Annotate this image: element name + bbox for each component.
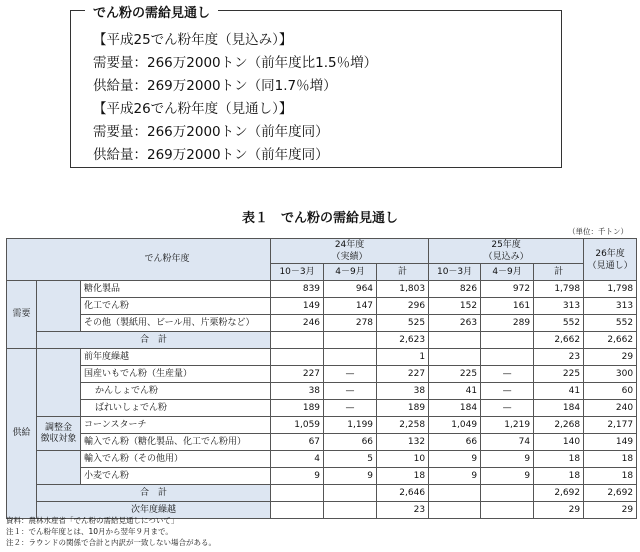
row-name: 化工でん粉 bbox=[81, 298, 271, 315]
cell: 296 bbox=[377, 298, 429, 315]
cell: 149 bbox=[271, 298, 324, 315]
cell bbox=[429, 502, 481, 519]
cell: 289 bbox=[481, 315, 534, 332]
cell: 41 bbox=[429, 383, 481, 400]
cell bbox=[271, 502, 324, 519]
cell: 189 bbox=[271, 400, 324, 417]
cell: 2,623 bbox=[377, 332, 429, 349]
summary-line: 供給量：269万2000トン（前年度同） bbox=[93, 147, 329, 163]
cell: 826 bbox=[429, 281, 481, 298]
row-name: かんしょでん粉 bbox=[81, 383, 271, 400]
demand-label: 需要 bbox=[7, 281, 37, 349]
note-source: 資料：農林水産省「でん粉の需給見通しについて」 bbox=[6, 516, 179, 525]
cell: 29 bbox=[584, 349, 637, 366]
levy-group-label-2: 徴収対象 bbox=[40, 433, 77, 444]
cell: 9 bbox=[429, 468, 481, 485]
summary-line: 供給量：269万2000トン（同1.7％増） bbox=[93, 78, 337, 94]
row-name: 輸入でん粉（その他用） bbox=[81, 451, 271, 468]
table-row bbox=[7, 281, 637, 298]
cell: — bbox=[481, 366, 534, 383]
cell: 18 bbox=[534, 468, 584, 485]
header-fy25-note: （見込み） bbox=[483, 252, 529, 262]
cell: 240 bbox=[584, 400, 637, 417]
cell: 525 bbox=[377, 315, 429, 332]
summary-line: 需要量：266万2000トン（前年度同） bbox=[93, 124, 329, 140]
header-year-label: でん粉年度 bbox=[7, 239, 271, 281]
table-row bbox=[7, 366, 637, 383]
header-sub: 10－3月 bbox=[429, 264, 481, 281]
supply-spacer-2 bbox=[37, 451, 81, 485]
row-name: 次年度繰越 bbox=[37, 502, 271, 519]
table-row bbox=[7, 417, 637, 434]
cell: — bbox=[324, 400, 377, 417]
row-name: 輸入でん粉（糖化製品、化工でん粉用） bbox=[81, 434, 271, 451]
cell bbox=[271, 485, 324, 502]
cell bbox=[429, 485, 481, 502]
cell: 149 bbox=[584, 434, 637, 451]
cell: 184 bbox=[429, 400, 481, 417]
cell: 5 bbox=[324, 451, 377, 468]
cell: 41 bbox=[534, 383, 584, 400]
header-fy24-year: 24年度 bbox=[334, 240, 365, 250]
cell: 227 bbox=[377, 366, 429, 383]
cell: 66 bbox=[324, 434, 377, 451]
cell: 9 bbox=[481, 468, 534, 485]
cell: 225 bbox=[534, 366, 584, 383]
cell: — bbox=[324, 383, 377, 400]
cell bbox=[324, 332, 377, 349]
header-fy24 bbox=[271, 239, 429, 264]
table-row-total bbox=[7, 485, 637, 502]
row-name: その他（製紙用、ビール用、片栗粉など） bbox=[81, 315, 271, 332]
cell: 161 bbox=[481, 298, 534, 315]
cell: 1,059 bbox=[271, 417, 324, 434]
supply-spacer bbox=[37, 349, 81, 417]
cell: 1 bbox=[377, 349, 429, 366]
cell: 839 bbox=[271, 281, 324, 298]
cell: 2,662 bbox=[534, 332, 584, 349]
table-title: 表１ でん粉の需給見通し bbox=[241, 211, 398, 226]
levy-group-label-1: 調整金 bbox=[44, 422, 72, 433]
cell: 227 bbox=[271, 366, 324, 383]
cell: 552 bbox=[584, 315, 637, 332]
header-sub: 4－9月 bbox=[324, 264, 377, 281]
cell: 1,049 bbox=[429, 417, 481, 434]
cell: 246 bbox=[271, 315, 324, 332]
cell: 1,219 bbox=[481, 417, 534, 434]
header-sub: 計 bbox=[534, 264, 584, 281]
table-row bbox=[7, 383, 637, 400]
table-row bbox=[7, 315, 637, 332]
table-row-total bbox=[7, 332, 637, 349]
supply-demand-table bbox=[6, 238, 637, 519]
cell: 38 bbox=[377, 383, 429, 400]
cell: 1,798 bbox=[534, 281, 584, 298]
cell bbox=[429, 349, 481, 366]
cell: 2,692 bbox=[584, 485, 637, 502]
cell: 152 bbox=[429, 298, 481, 315]
cell: 2,646 bbox=[377, 485, 429, 502]
cell: 9 bbox=[324, 468, 377, 485]
levy-group-label bbox=[37, 417, 81, 451]
cell: 66 bbox=[429, 434, 481, 451]
cell: 18 bbox=[584, 468, 637, 485]
cell bbox=[271, 332, 324, 349]
summary-line: 需要量：266万2000トン（前年度比1.5％増） bbox=[93, 55, 378, 71]
table-row bbox=[7, 400, 637, 417]
cell: 2,177 bbox=[584, 417, 637, 434]
cell bbox=[324, 349, 377, 366]
cell: 60 bbox=[584, 383, 637, 400]
cell: 4 bbox=[271, 451, 324, 468]
cell: 9 bbox=[429, 451, 481, 468]
table-row bbox=[7, 451, 637, 468]
cell: — bbox=[481, 400, 534, 417]
cell: 964 bbox=[324, 281, 377, 298]
row-name: 合 計 bbox=[37, 332, 271, 349]
summary-line: 【平成25でん粉年度（見込み）】 bbox=[93, 32, 293, 48]
note-2: 注２：ラウンドの関係で合計と内訳が一致しない場合がある。 bbox=[6, 538, 216, 547]
row-name: 糖化製品 bbox=[81, 281, 271, 298]
header-fy26 bbox=[584, 239, 637, 281]
cell: 10 bbox=[377, 451, 429, 468]
cell bbox=[429, 332, 481, 349]
table-row bbox=[7, 298, 637, 315]
cell: 278 bbox=[324, 315, 377, 332]
header-fy25 bbox=[429, 239, 584, 264]
unit-label: （単位：千トン） bbox=[568, 227, 628, 236]
cell: 9 bbox=[481, 451, 534, 468]
cell bbox=[324, 485, 377, 502]
cell: 184 bbox=[534, 400, 584, 417]
row-name: コーンスターチ bbox=[81, 417, 271, 434]
row-name: 国産いもでん粉（生産量） bbox=[81, 366, 271, 383]
summary-lines bbox=[93, 29, 377, 167]
summary-title: でん粉の需給見通し bbox=[85, 2, 218, 21]
cell: 18 bbox=[377, 468, 429, 485]
notes bbox=[6, 515, 216, 548]
row-name: 前年度繰越 bbox=[81, 349, 271, 366]
table-row bbox=[7, 468, 637, 485]
header-fy26-year: 26年度 bbox=[595, 248, 625, 259]
cell bbox=[324, 502, 377, 519]
cell: 9 bbox=[271, 468, 324, 485]
summary-line: 【平成26でん粉年度（見通し）】 bbox=[93, 101, 293, 117]
cell: 972 bbox=[481, 281, 534, 298]
cell: 74 bbox=[481, 434, 534, 451]
cell: — bbox=[481, 383, 534, 400]
header-sub: 計 bbox=[377, 264, 429, 281]
cell: 263 bbox=[429, 315, 481, 332]
header-sub: 10－3月 bbox=[271, 264, 324, 281]
cell: 1,798 bbox=[584, 281, 637, 298]
cell bbox=[481, 502, 534, 519]
cell: 18 bbox=[584, 451, 637, 468]
table-row bbox=[7, 349, 637, 366]
header-fy24-note: （実績） bbox=[331, 252, 368, 262]
cell: 23 bbox=[377, 502, 429, 519]
cell: 2,692 bbox=[534, 485, 584, 502]
cell: 189 bbox=[377, 400, 429, 417]
note-1: 注１：でん粉年度とは、10月から翌年９月まで。 bbox=[6, 527, 173, 536]
cell: 313 bbox=[534, 298, 584, 315]
cell: 1,803 bbox=[377, 281, 429, 298]
cell: 67 bbox=[271, 434, 324, 451]
cell: 18 bbox=[534, 451, 584, 468]
cell: 140 bbox=[534, 434, 584, 451]
cell: 2,662 bbox=[584, 332, 637, 349]
header-fy25-year: 25年度 bbox=[491, 240, 521, 250]
header-fy26-note: （見通し） bbox=[587, 260, 633, 271]
supply-label: 供給 bbox=[7, 349, 37, 519]
cell: 313 bbox=[584, 298, 637, 315]
cell: 300 bbox=[584, 366, 637, 383]
cell: 23 bbox=[534, 349, 584, 366]
cell: 147 bbox=[324, 298, 377, 315]
cell: 132 bbox=[377, 434, 429, 451]
summary-box bbox=[70, 6, 562, 168]
cell bbox=[481, 485, 534, 502]
cell: 29 bbox=[534, 502, 584, 519]
header-sub: 4－9月 bbox=[481, 264, 534, 281]
cell: 1,199 bbox=[324, 417, 377, 434]
row-name: 合 計 bbox=[37, 485, 271, 502]
cell: — bbox=[324, 366, 377, 383]
cell: 2,268 bbox=[534, 417, 584, 434]
cell bbox=[481, 332, 534, 349]
table-row bbox=[7, 434, 637, 451]
cell bbox=[481, 349, 534, 366]
cell bbox=[271, 349, 324, 366]
row-name: ばれいしょでん粉 bbox=[81, 400, 271, 417]
cell: 225 bbox=[429, 366, 481, 383]
cell: 29 bbox=[584, 502, 637, 519]
demand-spacer bbox=[37, 281, 81, 332]
row-name: 小麦でん粉 bbox=[81, 468, 271, 485]
cell: 552 bbox=[534, 315, 584, 332]
cell: 2,258 bbox=[377, 417, 429, 434]
cell: 38 bbox=[271, 383, 324, 400]
